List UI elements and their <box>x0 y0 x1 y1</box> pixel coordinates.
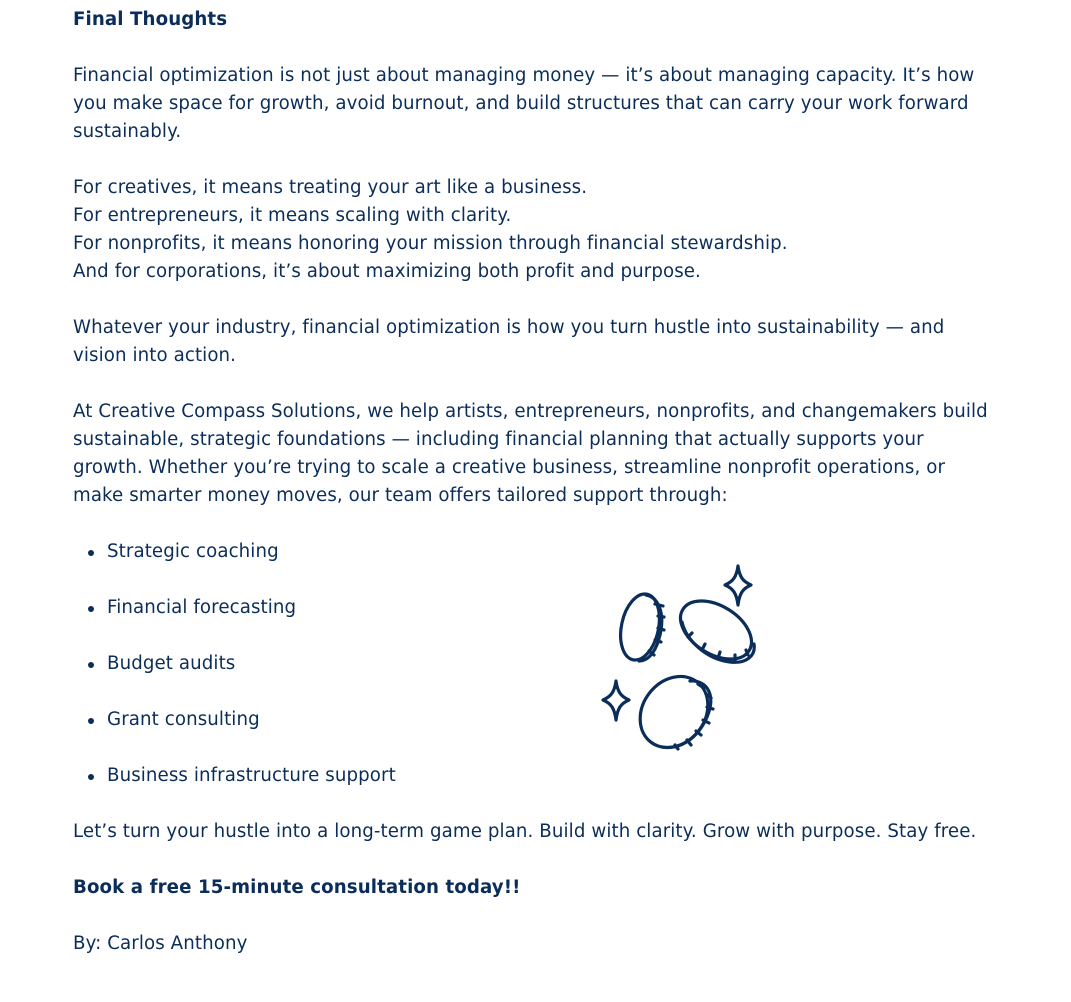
industry-paragraph: Whatever your industry, financial optimization is how you turn hustle into sustainability — and vision into action. <box>73 317 945 366</box>
audience-line-entrepreneurs: For entrepreneurs, it means scaling with clarity. <box>73 205 512 226</box>
article-body <box>73 6 998 986</box>
section-heading: Final Thoughts <box>73 9 228 30</box>
audience-line-nonprofits: For nonprofits, it means honoring your mission through financial stewardship. <box>73 233 788 254</box>
coin-icon <box>615 590 665 663</box>
audience-line-creatives: For creatives, it means treating your art like a business. <box>73 177 588 198</box>
byline: By: Carlos Anthony <box>73 933 248 954</box>
list-item: Business infrastructure support <box>73 762 998 790</box>
list-item: Financial forecasting <box>73 594 998 622</box>
coins-sparkles-icon <box>598 560 762 756</box>
list-item: Strategic coaching <box>73 538 998 566</box>
consultation-cta[interactable]: Book a free 15-minute consultation today!! <box>73 877 521 898</box>
coin-icon <box>670 589 762 671</box>
company-paragraph: At Creative Compass Solutions, we help artists, entrepreneurs, nonprofits, and changemakers build sustainable, strategic foundations — including financial planning that actually supports your growth. Whether you’re trying to scale a creative business, streamline nonprofit operations, or make smarter money moves, our team offers tailored support through: <box>73 401 988 506</box>
intro-paragraph: Financial optimization is not just about managing money — it’s about managing capacity. It’s how you make space for growth, avoid burnout, and build structures that can carry your work forward sustainably. <box>73 65 975 142</box>
audience-paragraph <box>73 174 998 286</box>
coin-icon <box>626 663 722 756</box>
list-item: Budget audits <box>73 650 998 678</box>
audience-line-corporations: And for corporations, it’s about maximizing both profit and purpose. <box>73 261 701 282</box>
list-item: Grant consulting <box>73 706 998 734</box>
closing-paragraph: Let’s turn your hustle into a long-term game plan. Build with clarity. Grow with purpose. Stay free. <box>73 821 977 842</box>
services-list <box>73 538 998 790</box>
sparkle-icon <box>725 566 751 605</box>
sparkle-icon <box>603 681 629 720</box>
